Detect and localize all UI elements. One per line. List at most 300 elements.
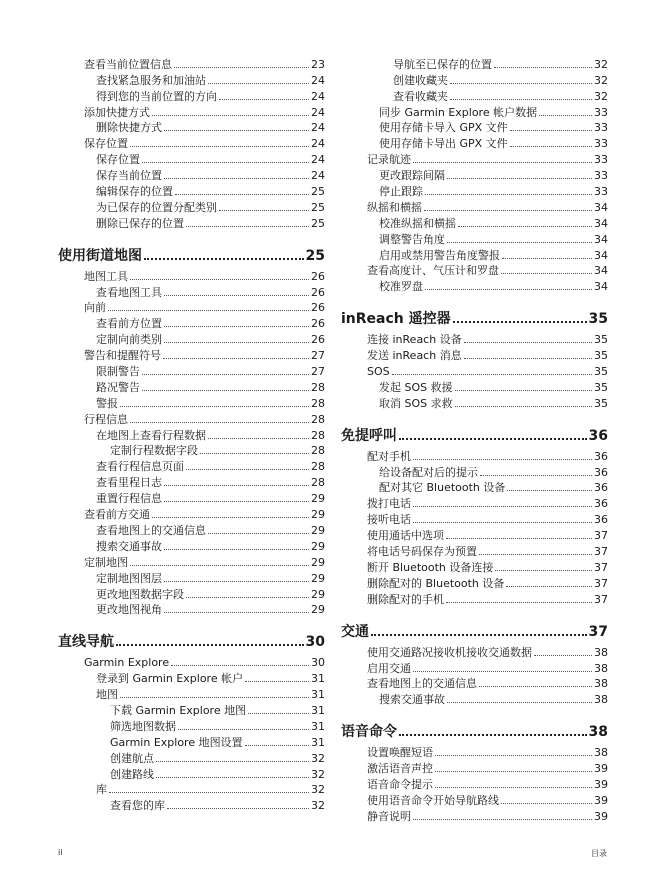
footer-page-number: ii	[58, 848, 63, 857]
toc-entry-title: 同步 Garmin Explore 帐户数据	[379, 105, 538, 119]
toc-entry[interactable]	[58, 521, 325, 537]
toc-entry-page: 30	[311, 656, 325, 670]
toc-entry[interactable]	[58, 283, 325, 299]
toc-left-column	[58, 55, 325, 812]
toc-entry-page: 32	[594, 73, 608, 87]
toc-entry[interactable]	[341, 590, 608, 606]
toc-entry-page: 28	[311, 396, 325, 410]
toc-entry[interactable]	[341, 330, 608, 346]
toc-entry[interactable]	[58, 198, 325, 214]
toc-entry[interactable]	[58, 505, 325, 521]
toc-entry[interactable]	[341, 166, 608, 182]
toc-dot-leader	[108, 309, 309, 311]
toc-entry-page: 32	[311, 799, 325, 813]
toc-dot-leader	[502, 257, 592, 259]
toc-entry-page: 38	[594, 645, 608, 659]
toc-entry-title: 导航至已保存的位置	[393, 57, 492, 71]
toc-entry[interactable]	[58, 362, 325, 378]
toc-entry[interactable]	[58, 426, 325, 442]
toc-entry-page: 33	[594, 185, 608, 199]
toc-dot-leader	[130, 145, 309, 147]
toc-entry-title: 静音说明	[367, 809, 411, 823]
toc-entry-title: 将电话号码保存为预置	[367, 545, 477, 559]
toc-entry-page: 23	[311, 57, 325, 71]
toc-entry[interactable]	[341, 510, 608, 526]
toc-entry[interactable]	[58, 717, 325, 733]
toc-entry[interactable]	[58, 150, 325, 166]
toc-dot-leader	[494, 66, 592, 68]
toc-entry-page: 38	[594, 677, 608, 691]
toc-entry-page: 26	[311, 301, 325, 315]
toc-dot-leader	[156, 776, 309, 778]
toc-entry-page: 33	[594, 137, 608, 151]
toc-entry-page: 31	[311, 672, 325, 686]
toc-entry-title: 校准罗盘	[379, 280, 423, 294]
toc-entry-page: 36	[594, 513, 608, 527]
toc-dot-leader	[435, 770, 592, 772]
toc-entry[interactable]	[58, 267, 325, 283]
toc-dot-leader	[109, 791, 309, 793]
toc-entry-title: 定制向前类别	[96, 333, 162, 347]
toc-dot-leader	[413, 670, 592, 672]
toc-entry-title: 查看前方位置	[96, 317, 162, 331]
toc-entry[interactable]	[58, 749, 325, 765]
toc-entry-title: 查看地图工具	[96, 285, 162, 299]
toc-dot-leader	[413, 458, 592, 460]
toc-entry-title: 重置行程信息	[96, 492, 162, 506]
toc-entry-page: 24	[311, 89, 325, 103]
toc-entry[interactable]	[341, 262, 608, 278]
toc-entry-page: 34	[594, 280, 608, 294]
toc-entry[interactable]	[58, 796, 325, 812]
toc-dot-leader	[164, 177, 309, 179]
toc-dot-leader	[501, 272, 592, 274]
toc-dot-leader	[495, 569, 592, 571]
toc-dot-leader	[447, 177, 592, 179]
toc-entry[interactable]	[341, 775, 608, 791]
toc-entry-page: 25	[305, 247, 325, 264]
toc-dot-leader	[446, 601, 592, 603]
toc-dot-leader	[245, 680, 309, 682]
toc-dot-leader	[208, 82, 309, 84]
toc-entry-title: 语音命令	[341, 724, 397, 741]
toc-entry-page: 36	[594, 449, 608, 463]
toc-entry[interactable]	[58, 55, 325, 71]
toc-chapter-entry[interactable]	[58, 630, 325, 650]
toc-entry-page: 39	[594, 793, 608, 807]
toc-entry-page: 37	[594, 545, 608, 559]
toc-entry[interactable]	[341, 346, 608, 362]
toc-dot-leader	[164, 484, 309, 486]
toc-entry-title: 创建收藏夹	[393, 73, 448, 87]
toc-entry-page: 29	[311, 571, 325, 585]
toc-entry-title: 使用通话中选项	[367, 529, 444, 543]
toc-entry[interactable]	[341, 759, 608, 775]
toc-chapter-entry[interactable]	[341, 307, 608, 327]
toc-dot-leader	[425, 288, 592, 290]
toc-entry-title: 为已保存的位置分配类别	[96, 200, 217, 214]
toc-entry-page: 29	[311, 492, 325, 506]
toc-dot-leader	[200, 452, 309, 454]
toc-entry-page: 24	[311, 73, 325, 87]
toc-entry[interactable]	[58, 394, 325, 410]
toc-dot-leader	[371, 633, 587, 636]
toc-entry[interactable]	[341, 494, 608, 510]
toc-entry[interactable]	[58, 214, 325, 230]
toc-dot-leader	[450, 98, 592, 100]
footer-section-label: 目录	[591, 849, 607, 858]
toc-dot-leader	[435, 754, 592, 756]
toc-entry-page: 32	[594, 89, 608, 103]
toc-dot-leader	[156, 760, 309, 762]
toc-entry-page: 24	[311, 137, 325, 151]
toc-dot-leader	[435, 786, 592, 788]
toc-dot-leader	[455, 405, 592, 407]
toc-entry-page: 29	[311, 603, 325, 617]
toc-entry-title: 查看地图上的交通信息	[96, 523, 206, 537]
toc-entry-page: 26	[311, 269, 325, 283]
toc-entry-page: 25	[311, 200, 325, 214]
toc-entry-page: 31	[311, 688, 325, 702]
toc-entry[interactable]	[341, 743, 608, 759]
toc-dot-leader	[130, 564, 309, 566]
toc-entry-page: 36	[594, 481, 608, 495]
toc-entry-title: Garmin Explore 地图设置	[110, 735, 243, 749]
toc-entry[interactable]	[58, 781, 325, 797]
toc-entry[interactable]	[341, 542, 608, 558]
toc-entry[interactable]	[58, 473, 325, 489]
toc-entry-title: 使用交通路况接收机接收交通数据	[367, 645, 532, 659]
toc-dot-leader	[116, 643, 304, 646]
toc-dot-leader	[186, 225, 309, 227]
toc-dot-leader	[479, 553, 592, 555]
toc-dot-leader	[245, 744, 309, 746]
toc-entry-title: 查看您的库	[110, 799, 165, 813]
toc-entry-page: 29	[311, 508, 325, 522]
toc-dot-leader	[208, 437, 309, 439]
toc-entry[interactable]	[58, 119, 325, 135]
toc-dot-leader	[164, 580, 309, 582]
toc-entry[interactable]	[341, 394, 608, 410]
toc-entry[interactable]	[58, 685, 325, 701]
toc-entry-title: 登录到 Garmin Explore 帐户	[96, 672, 244, 686]
toc-dot-leader	[164, 611, 309, 613]
toc-entry-page: 28	[311, 460, 325, 474]
toc-entry-page: 35	[594, 349, 608, 363]
toc-entry-page: 39	[594, 762, 608, 776]
toc-entry[interactable]	[341, 574, 608, 590]
toc-entry-title: 更改跟踪间隔	[379, 169, 445, 183]
toc-entry-title: 使用存储卡导出 GPX 文件	[379, 137, 508, 151]
toc-dot-leader	[171, 664, 309, 666]
toc-dot-leader	[142, 373, 309, 375]
toc-entry[interactable]	[341, 87, 608, 103]
toc-entry-page: 35	[594, 333, 608, 347]
toc-entry-title: 删除已保存的位置	[96, 216, 184, 230]
toc-entry-title: 查找紧急服务和加油站	[96, 73, 206, 87]
toc-entry[interactable]	[341, 526, 608, 542]
toc-entry-title: 设置唤醒短语	[367, 746, 433, 760]
toc-entry[interactable]	[58, 765, 325, 781]
toc-dot-leader	[167, 807, 309, 809]
toc-dot-leader	[164, 341, 309, 343]
toc-entry[interactable]	[341, 447, 608, 463]
toc-entry-title: 查看当前位置信息	[84, 57, 172, 71]
toc-entry-title: 记录航迹	[367, 153, 411, 167]
toc-entry[interactable]	[58, 457, 325, 473]
toc-entry-page: 34	[594, 264, 608, 278]
toc-dot-leader	[425, 193, 592, 195]
toc-entry[interactable]	[341, 277, 608, 293]
toc-entry-page: 35	[588, 311, 608, 328]
toc-entry-title: 警报	[96, 396, 118, 410]
toc-entry[interactable]	[341, 479, 608, 495]
toc-entry-page: 37	[588, 623, 608, 640]
toc-dot-leader	[399, 437, 587, 440]
toc-entry[interactable]	[58, 585, 325, 601]
toc-entry[interactable]	[341, 198, 608, 214]
toc-entry-page: 37	[594, 560, 608, 574]
toc-entry-title: 查看高度计、气压计和罗盘	[367, 264, 499, 278]
toc-entry-title: 使用存储卡导入 GPX 文件	[379, 121, 508, 135]
toc-dot-leader	[142, 389, 309, 391]
toc-chapter-entry[interactable]	[341, 424, 608, 444]
toc-entry-title: 纵摇和横摇	[367, 200, 422, 214]
toc-chapter-entry[interactable]	[58, 244, 325, 264]
toc-entry-page: 34	[594, 248, 608, 262]
toc-dot-leader	[450, 82, 592, 84]
toc-dot-leader	[413, 521, 592, 523]
toc-entry[interactable]	[341, 690, 608, 706]
toc-entry[interactable]	[341, 659, 608, 675]
toc-entry-page: 24	[311, 121, 325, 135]
toc-entry[interactable]	[58, 71, 325, 87]
toc-dot-leader	[399, 733, 587, 736]
toc-entry[interactable]	[58, 166, 325, 182]
toc-entry-title: 保存当前位置	[96, 169, 162, 183]
toc-entry[interactable]	[58, 87, 325, 103]
toc-dot-leader	[120, 696, 309, 698]
toc-entry-title: 发起 SOS 救援	[379, 380, 453, 394]
toc-entry-title: 行程信息	[84, 412, 128, 426]
toc-entry[interactable]	[58, 489, 325, 505]
toc-entry-page: 32	[311, 751, 325, 765]
toc-entry-page: 29	[311, 539, 325, 553]
toc-entry-title: 创建航点	[110, 751, 154, 765]
toc-entry-title: 搜索交通事故	[379, 693, 445, 707]
toc-entry[interactable]	[58, 314, 325, 330]
toc-entry-page: 30	[305, 634, 325, 651]
toc-entry[interactable]	[58, 299, 325, 315]
toc-dot-leader	[219, 209, 309, 211]
toc-dot-leader	[186, 596, 309, 598]
toc-dot-leader	[453, 320, 587, 323]
toc-entry[interactable]	[341, 378, 608, 394]
toc-dot-leader	[130, 421, 309, 423]
toc-entry[interactable]	[58, 182, 325, 198]
toc-entry-page: 31	[311, 735, 325, 749]
toc-entry-page: 32	[311, 767, 325, 781]
toc-entry-page: 36	[594, 465, 608, 479]
toc-entry[interactable]	[341, 807, 608, 823]
toc-entry-page: 32	[594, 57, 608, 71]
toc-entry[interactable]	[341, 362, 608, 378]
toc-entry-title: 免提呼叫	[341, 427, 397, 444]
toc-dot-leader	[480, 474, 592, 476]
toc-entry-title: 得到您的当前位置的方向	[96, 89, 217, 103]
toc-dot-leader	[392, 373, 592, 375]
toc-dot-leader	[539, 114, 592, 116]
toc-entry[interactable]	[341, 55, 608, 71]
toc-dot-leader	[458, 225, 592, 227]
toc-entry-title: 配对手机	[367, 449, 411, 463]
toc-entry[interactable]	[341, 214, 608, 230]
toc-dot-leader	[164, 548, 309, 550]
toc-entry-page: 31	[311, 719, 325, 733]
toc-entry-page: 24	[311, 153, 325, 167]
toc-entry[interactable]	[341, 463, 608, 479]
toc-entry[interactable]	[58, 378, 325, 394]
toc-entry-title: 地图工具	[84, 269, 128, 283]
toc-entry-page: 28	[311, 428, 325, 442]
toc-dot-leader	[506, 585, 592, 587]
toc-entry-title: 限制警告	[96, 365, 140, 379]
toc-entry-title: 筛选地图数据	[110, 719, 176, 733]
toc-dot-leader	[464, 341, 592, 343]
toc-entry-page: 36	[588, 427, 608, 444]
toc-entry-title: 创建路线	[110, 767, 154, 781]
toc-entry-page: 34	[594, 200, 608, 214]
toc-dot-leader	[142, 161, 309, 163]
toc-entry-page: 32	[311, 783, 325, 797]
toc-dot-leader	[510, 129, 592, 131]
toc-entry[interactable]	[58, 442, 325, 458]
toc-entry[interactable]	[341, 150, 608, 166]
toc-entry-page: 26	[311, 285, 325, 299]
toc-entry[interactable]	[341, 791, 608, 807]
toc-dot-leader	[248, 712, 309, 714]
toc-dot-leader	[164, 294, 309, 296]
toc-entry[interactable]	[58, 701, 325, 717]
toc-entry-page: 38	[594, 746, 608, 760]
toc-entry-page: 33	[594, 121, 608, 135]
toc-entry[interactable]	[58, 410, 325, 426]
toc-entry[interactable]	[58, 569, 325, 585]
toc-entry-page: 34	[594, 216, 608, 230]
toc-entry-page: 28	[311, 444, 325, 458]
toc-entry-title: 配对其它 Bluetooth 设备	[379, 481, 506, 495]
toc-entry[interactable]	[58, 330, 325, 346]
toc-entry-title: 语音命令提示	[367, 777, 433, 791]
toc-entry[interactable]	[58, 733, 325, 749]
toc-entry[interactable]	[58, 346, 325, 362]
toc-entry-page: 26	[311, 333, 325, 347]
toc-entry[interactable]	[341, 675, 608, 691]
toc-right-column	[341, 55, 608, 823]
toc-entry-page: 24	[311, 169, 325, 183]
toc-entry-page: 29	[311, 523, 325, 537]
toc-entry-title: 定制行程数据字段	[110, 444, 198, 458]
toc-entry[interactable]	[58, 134, 325, 150]
toc-entry-title: 定制地图	[84, 555, 128, 569]
toc-entry-title: 保存位置	[96, 153, 140, 167]
toc-entry-title: 删除配对的手机	[367, 592, 444, 606]
toc-entry-title: 查看前方交通	[84, 508, 150, 522]
toc-entry-page: 34	[594, 232, 608, 246]
toc-dot-leader	[164, 325, 309, 327]
toc-entry[interactable]	[58, 103, 325, 119]
toc-entry[interactable]	[341, 103, 608, 119]
toc-entry-title: 删除快捷方式	[96, 121, 162, 135]
toc-entry[interactable]	[58, 601, 325, 617]
toc-entry-title: 添加快捷方式	[84, 105, 150, 119]
toc-entry-title: 交通	[341, 623, 369, 640]
toc-entry-title: 编辑保存的位置	[96, 185, 173, 199]
toc-dot-leader	[413, 818, 592, 820]
toc-dot-leader	[164, 500, 309, 502]
toc-dot-leader	[413, 161, 592, 163]
toc-dot-leader	[447, 241, 592, 243]
toc-entry-title: 定制地图图层	[96, 571, 162, 585]
toc-entry-title: 给设备配对后的提示	[379, 465, 478, 479]
toc-entry-title: 警告和提醒符号	[84, 349, 161, 363]
toc-entry-page: 25	[311, 185, 325, 199]
toc-entry[interactable]	[58, 669, 325, 685]
toc-entry-title: 连接 inReach 设备	[367, 333, 462, 347]
toc-dot-leader	[424, 209, 592, 211]
toc-entry[interactable]	[341, 643, 608, 659]
toc-entry[interactable]	[341, 246, 608, 262]
toc-entry-title: 直线导航	[58, 634, 114, 651]
toc-entry-title: 查看行程信息页面	[96, 460, 184, 474]
toc-dot-leader	[163, 357, 309, 359]
toc-dot-leader	[446, 537, 592, 539]
toc-entry[interactable]	[341, 134, 608, 150]
toc-entry[interactable]	[58, 653, 325, 669]
toc-entry-title: SOS	[367, 365, 390, 379]
toc-entry-title: 断开 Bluetooth 设备连接	[367, 560, 494, 574]
toc-entry-title: 更改地图数据字段	[96, 587, 184, 601]
toc-chapter-entry[interactable]	[341, 720, 608, 740]
toc-entry[interactable]	[341, 230, 608, 246]
toc-entry-page: 39	[594, 777, 608, 791]
toc-entry-title: 在地图上查看行程数据	[96, 428, 206, 442]
toc-entry-title: 拨打电话	[367, 497, 411, 511]
toc-dot-leader	[479, 685, 592, 687]
toc-chapter-entry[interactable]	[341, 620, 608, 640]
toc-dot-leader	[464, 357, 592, 359]
toc-entry-page: 27	[311, 365, 325, 379]
toc-entry[interactable]	[341, 71, 608, 87]
toc-entry-page: 28	[311, 476, 325, 490]
toc-dot-leader	[219, 98, 309, 100]
toc-entry-title: 使用语音命令开始导航路线	[367, 793, 499, 807]
toc-entry-title: 查看里程日志	[96, 476, 162, 490]
toc-entry[interactable]	[341, 558, 608, 574]
toc-entry[interactable]	[58, 553, 325, 569]
toc-entry[interactable]	[341, 119, 608, 135]
toc-entry-title: 路况警告	[96, 380, 140, 394]
toc-entry[interactable]	[341, 182, 608, 198]
toc-dot-leader	[186, 468, 309, 470]
toc-entry[interactable]	[58, 537, 325, 553]
toc-entry-title: 使用街道地图	[58, 247, 142, 264]
toc-entry-page: 38	[588, 724, 608, 741]
toc-entry-title: 删除配对的 Bluetooth 设备	[367, 576, 505, 590]
toc-dot-leader	[174, 66, 309, 68]
toc-dot-leader	[130, 278, 309, 280]
toc-entry-title: 查看地图上的交通信息	[367, 677, 477, 691]
